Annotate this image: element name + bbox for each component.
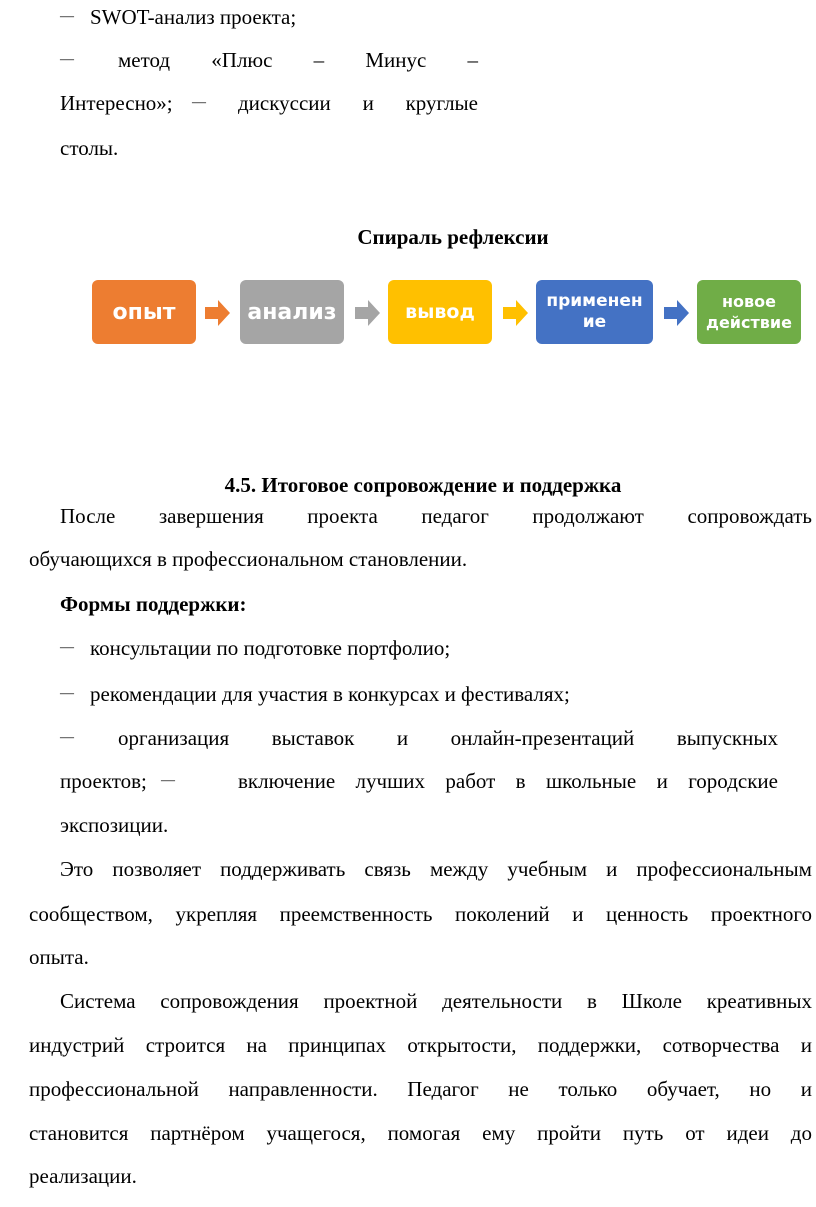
list-dash: —	[60, 686, 74, 701]
paragraph-2-line5: реализации.	[29, 1164, 137, 1188]
list-item-discussions-line2: столы.	[60, 136, 119, 160]
paragraph-1-line1: Это позволяет поддерживать связь между учебным и профессиональным	[60, 857, 812, 881]
step-analysis: анализ	[240, 280, 344, 344]
support-item-best-works-line2: экспозиции.	[60, 813, 169, 837]
arrow-icon	[664, 300, 689, 326]
support-item-exhibitions-line1: организация выставок и онлайн-презентаций выпускных	[118, 726, 778, 750]
paragraph-2-line2: индустрий строится на принципах открытости, поддержки, сотворчества и	[29, 1033, 812, 1057]
list-dash: —	[60, 52, 74, 67]
list-dash: —	[60, 9, 74, 24]
paragraph-1-line2: сообществом, укрепляя преемственность поколений и ценность проектного	[29, 902, 812, 926]
list-item-discussions-line1: дискуссии и круглые	[238, 91, 478, 115]
list-item-pmi-line1: метод «Плюс – Минус –	[118, 48, 478, 72]
step-conclusion: вывод	[388, 280, 492, 344]
list-dash: —	[192, 95, 206, 110]
list-item-pmi-line2: Интересно»;	[60, 91, 173, 115]
intro-line1: После завершения проекта педагог продолжают сопровождать	[60, 504, 812, 528]
paragraph-2-line3: профессиональной направленности. Педагог не только обучает, но и	[29, 1077, 812, 1101]
paragraph-1-line3: опыта.	[29, 945, 89, 969]
support-item-contests: рекомендации для участия в конкурсах и фестивалях;	[90, 682, 570, 706]
forms-heading: Формы поддержки:	[60, 592, 247, 616]
list-item-swot: SWOT-анализ проекта;	[90, 5, 297, 29]
list-dash: —	[161, 773, 175, 788]
paragraph-2-line4: становится партнёром учащегося, помогая ему пройти путь от идеи до	[29, 1121, 812, 1145]
diagram-title: Спираль рефлексии	[357, 225, 549, 249]
support-item-best-works-line1: включение лучших работ в школьные и городские	[238, 769, 778, 793]
support-item-exhibitions-line2: проектов;	[60, 769, 147, 793]
arrow-icon	[355, 300, 380, 326]
step-new-action: новое действие	[697, 280, 801, 344]
arrow-icon	[503, 300, 528, 326]
section-heading: 4.5. Итоговое сопровождение и поддержка	[224, 473, 622, 497]
support-item-portfolio: консультации по подготовке портфолио;	[90, 636, 451, 660]
list-dash: —	[60, 730, 74, 745]
step-experience: опыт	[92, 280, 196, 344]
intro-line2: обучающихся в профессиональном становлении.	[29, 547, 468, 571]
step-application: применен ие	[536, 280, 653, 344]
list-dash: —	[60, 640, 74, 655]
paragraph-2-line1: Система сопровождения проектной деятельности в Школе креативных	[60, 989, 812, 1013]
arrow-icon	[205, 300, 230, 326]
